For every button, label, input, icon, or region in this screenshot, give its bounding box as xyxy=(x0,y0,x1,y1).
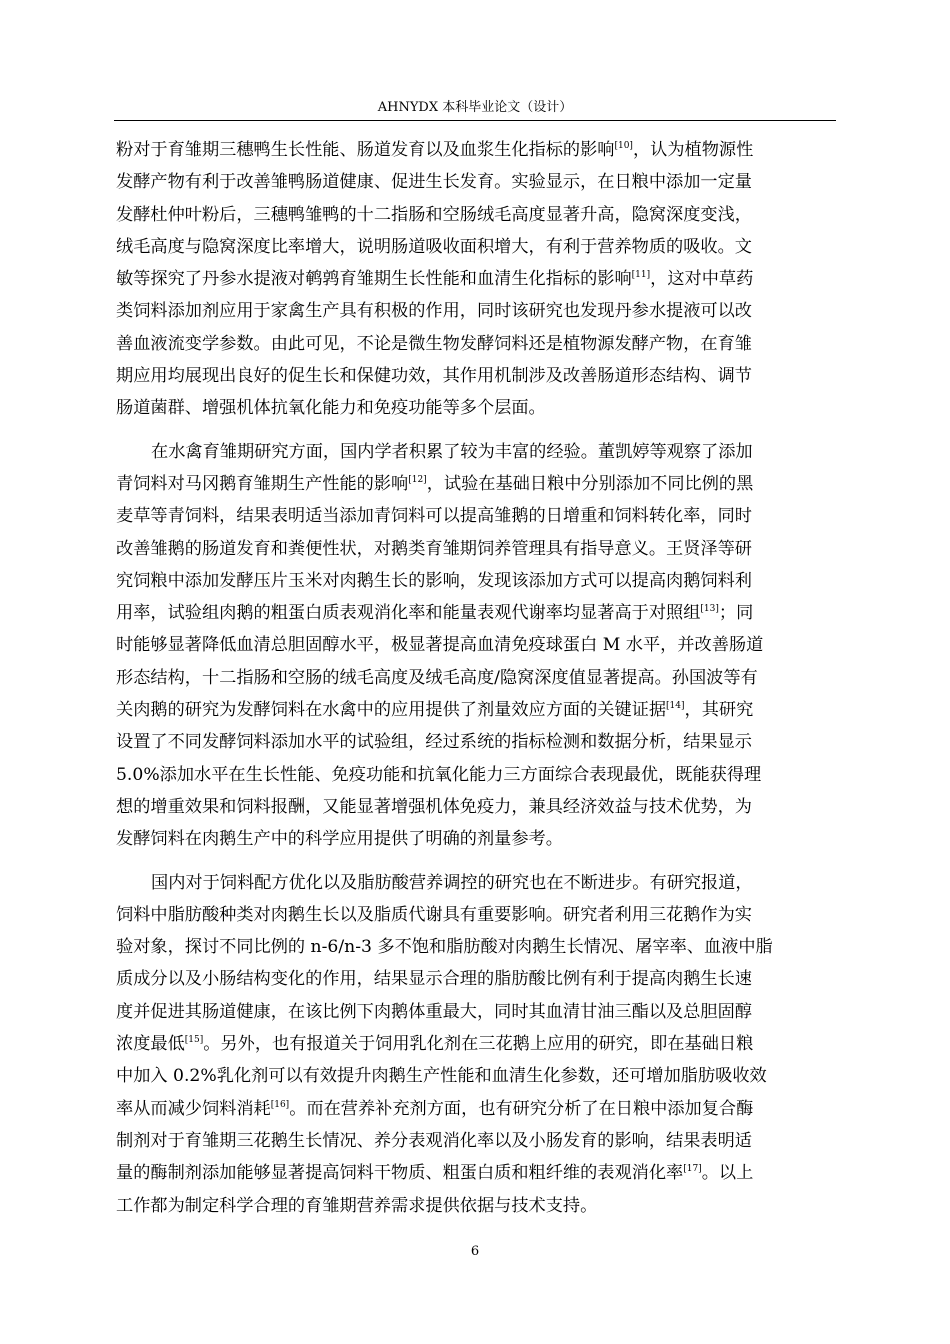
running-header: AHNYDX 本科毕业论文（设计） xyxy=(377,100,573,115)
header-rule xyxy=(114,120,836,121)
text-line: 改善雏鹅的肠道发育和粪便性状，对鹅类育雏期饲养管理具有指导意义。王贤泽等研 xyxy=(116,538,752,559)
text-line: 青饲料对马冈鹅育雏期生产性能的影响[12]，试验在基础日粮中分别添加不同比例的黑 xyxy=(116,473,754,494)
paragraph-3 xyxy=(116,867,838,1222)
text-line: 国内对于饲料配方优化以及脂肪酸营养调控的研究也在不断进步。有研究报道， xyxy=(151,872,753,893)
text-line: 绒毛高度与隐窝深度比率增大，说明肠道吸收面积增大，有利于营养物质的吸收。文 xyxy=(116,236,752,257)
citation: [13] xyxy=(700,604,719,615)
text-line: 敏等探究了丹参水提液对鹌鹑育雏期生长性能和血清生化指标的影响[11]，这对中草药 xyxy=(116,269,754,290)
text-line: 发酵产物有利于改善雏鸭肠道健康、促进生长发育。实验显示，在日粮中添加一定量 xyxy=(116,172,752,193)
text-line: 设置了不同发酵饲料添加水平的试验组，经过系统的指标检测和数据分析，结果显示 xyxy=(116,732,752,753)
text-line: 用率，试验组肉鹅的粗蛋白质表观消化率和能量表观代谢率均显著高于对照组[13]；同 xyxy=(116,603,754,624)
text-line: 率从而减少饲料消耗[16]。而在营养补充剂方面，也有研究分析了在日粮中添加复合酶 xyxy=(116,1098,754,1119)
citation: [15] xyxy=(184,1035,204,1046)
text-line: 类饲料添加剂应用于家禽生产具有积极的作用，同时该研究也发现丹参水提液可以改 xyxy=(116,301,752,322)
text-line: 善血液流变学参数。由此可见，不论是微生物发酵饲料还是植物源发酵产物，在育雏 xyxy=(116,333,752,354)
text-line: 麦草等青饲料，结果表明适当添加青饲料可以提高雏鹅的日增重和饲料转化率，同时 xyxy=(116,506,752,527)
citation: [17] xyxy=(683,1164,702,1175)
text-line: 究饲粮中添加发酵压片玉米对肉鹅生长的影响，发现该添加方式可以提高肉鹅饲料利 xyxy=(116,570,752,591)
text-line: 发酵杜仲叶粉后，三穗鸭雏鸭的十二指肠和空肠绒毛高度显著升高，隐窝深度变浅， xyxy=(116,204,752,225)
text-line: 量的酶制剂添加能够显著提高饲料干物质、粗蛋白质和粗纤维的表观消化率[17]。以上 xyxy=(116,1163,754,1184)
text-line: 5.0%添加水平在生长性能、免疫功能和抗氧化能力三方面综合表现最优，既能获得理 xyxy=(116,764,762,785)
text-line: 饲料中脂肪酸种类对肉鹅生长以及脂质代谢具有重要影响。研究者利用三花鹅作为实 xyxy=(116,904,752,925)
text-line: 关肉鹅的研究为发酵饲料在水禽中的应用提供了剂量效应方面的关键证据[14]，其研究 xyxy=(116,700,754,721)
paragraph-2 xyxy=(116,436,838,856)
text-line: 想的增重效果和饲料报酬，又能显著增强机体免疫力，兼具经济效益与技术优势，为 xyxy=(116,796,752,817)
text-line: 在水禽育雏期研究方面，国内学者积累了较为丰富的经验。董凯婷等观察了添加 xyxy=(151,441,753,462)
paragraph-1 xyxy=(116,134,838,425)
text-line: 验对象，探讨不同比例的 n-6/n-3 多不饱和脂肪酸对肉鹅生长情况、屠宰率、血液中脂 xyxy=(116,937,773,958)
text-line: 发酵饲料在肉鹅生产中的科学应用提供了明确的剂量参考。 xyxy=(116,829,563,850)
citation: [12] xyxy=(408,474,427,485)
text-line: 肠道菌群、增强机体抗氧化能力和免疫功能等多个层面。 xyxy=(116,398,546,419)
text-line: 中加入 0.2%乳化剂可以有效提升肉鹅生产性能和血清生化参数，还可增加脂肪吸收效 xyxy=(116,1066,767,1087)
citation: [14] xyxy=(666,701,685,712)
text-line: 粉对于育雏期三穗鸭生长性能、肠道发育以及血浆生化指标的影响[10]，认为植物源性 xyxy=(116,140,754,160)
text-line: 形态结构，十二指肠和空肠的绒毛高度及绒毛高度/隐窝深度值显著提高。孙国波等有 xyxy=(116,667,758,688)
text-line: 度并促进其肠道健康，在该比例下肉鹅体重最大，同时其血清甘油三酯以及总胆固醇 xyxy=(116,1001,752,1022)
text-line: 期应用均展现出良好的促生长和保健功效，其作用机制涉及改善肠道形态结构、调节 xyxy=(116,366,752,387)
citation: [10] xyxy=(614,141,633,151)
text-line: 制剂对于育雏期三花鹅生长情况、养分表观消化率以及小肠发育的影响，结果表明适 xyxy=(116,1130,752,1151)
page-number: 6 xyxy=(470,1244,480,1259)
text-line: 浓度最低[15]。另外，也有报道关于饲用乳化剂在三花鹅上应用的研究，即在基础日粮 xyxy=(116,1034,754,1055)
text-line: 时能够显著降低血清总胆固醇水平，极显著提高血清免疫球蛋白 M 水平，并改善肠道 xyxy=(116,635,764,656)
citation: [11] xyxy=(631,270,651,281)
text-line: 质成分以及小肠结构变化的作用，结果显示合理的脂肪酸比例有利于提高肉鹅生长速 xyxy=(116,969,752,990)
body-text xyxy=(116,134,838,1222)
citation: [16] xyxy=(270,1099,290,1110)
text-line: 工作都为制定科学合理的育雏期营养需求提供依据与技术支持。 xyxy=(116,1195,598,1216)
